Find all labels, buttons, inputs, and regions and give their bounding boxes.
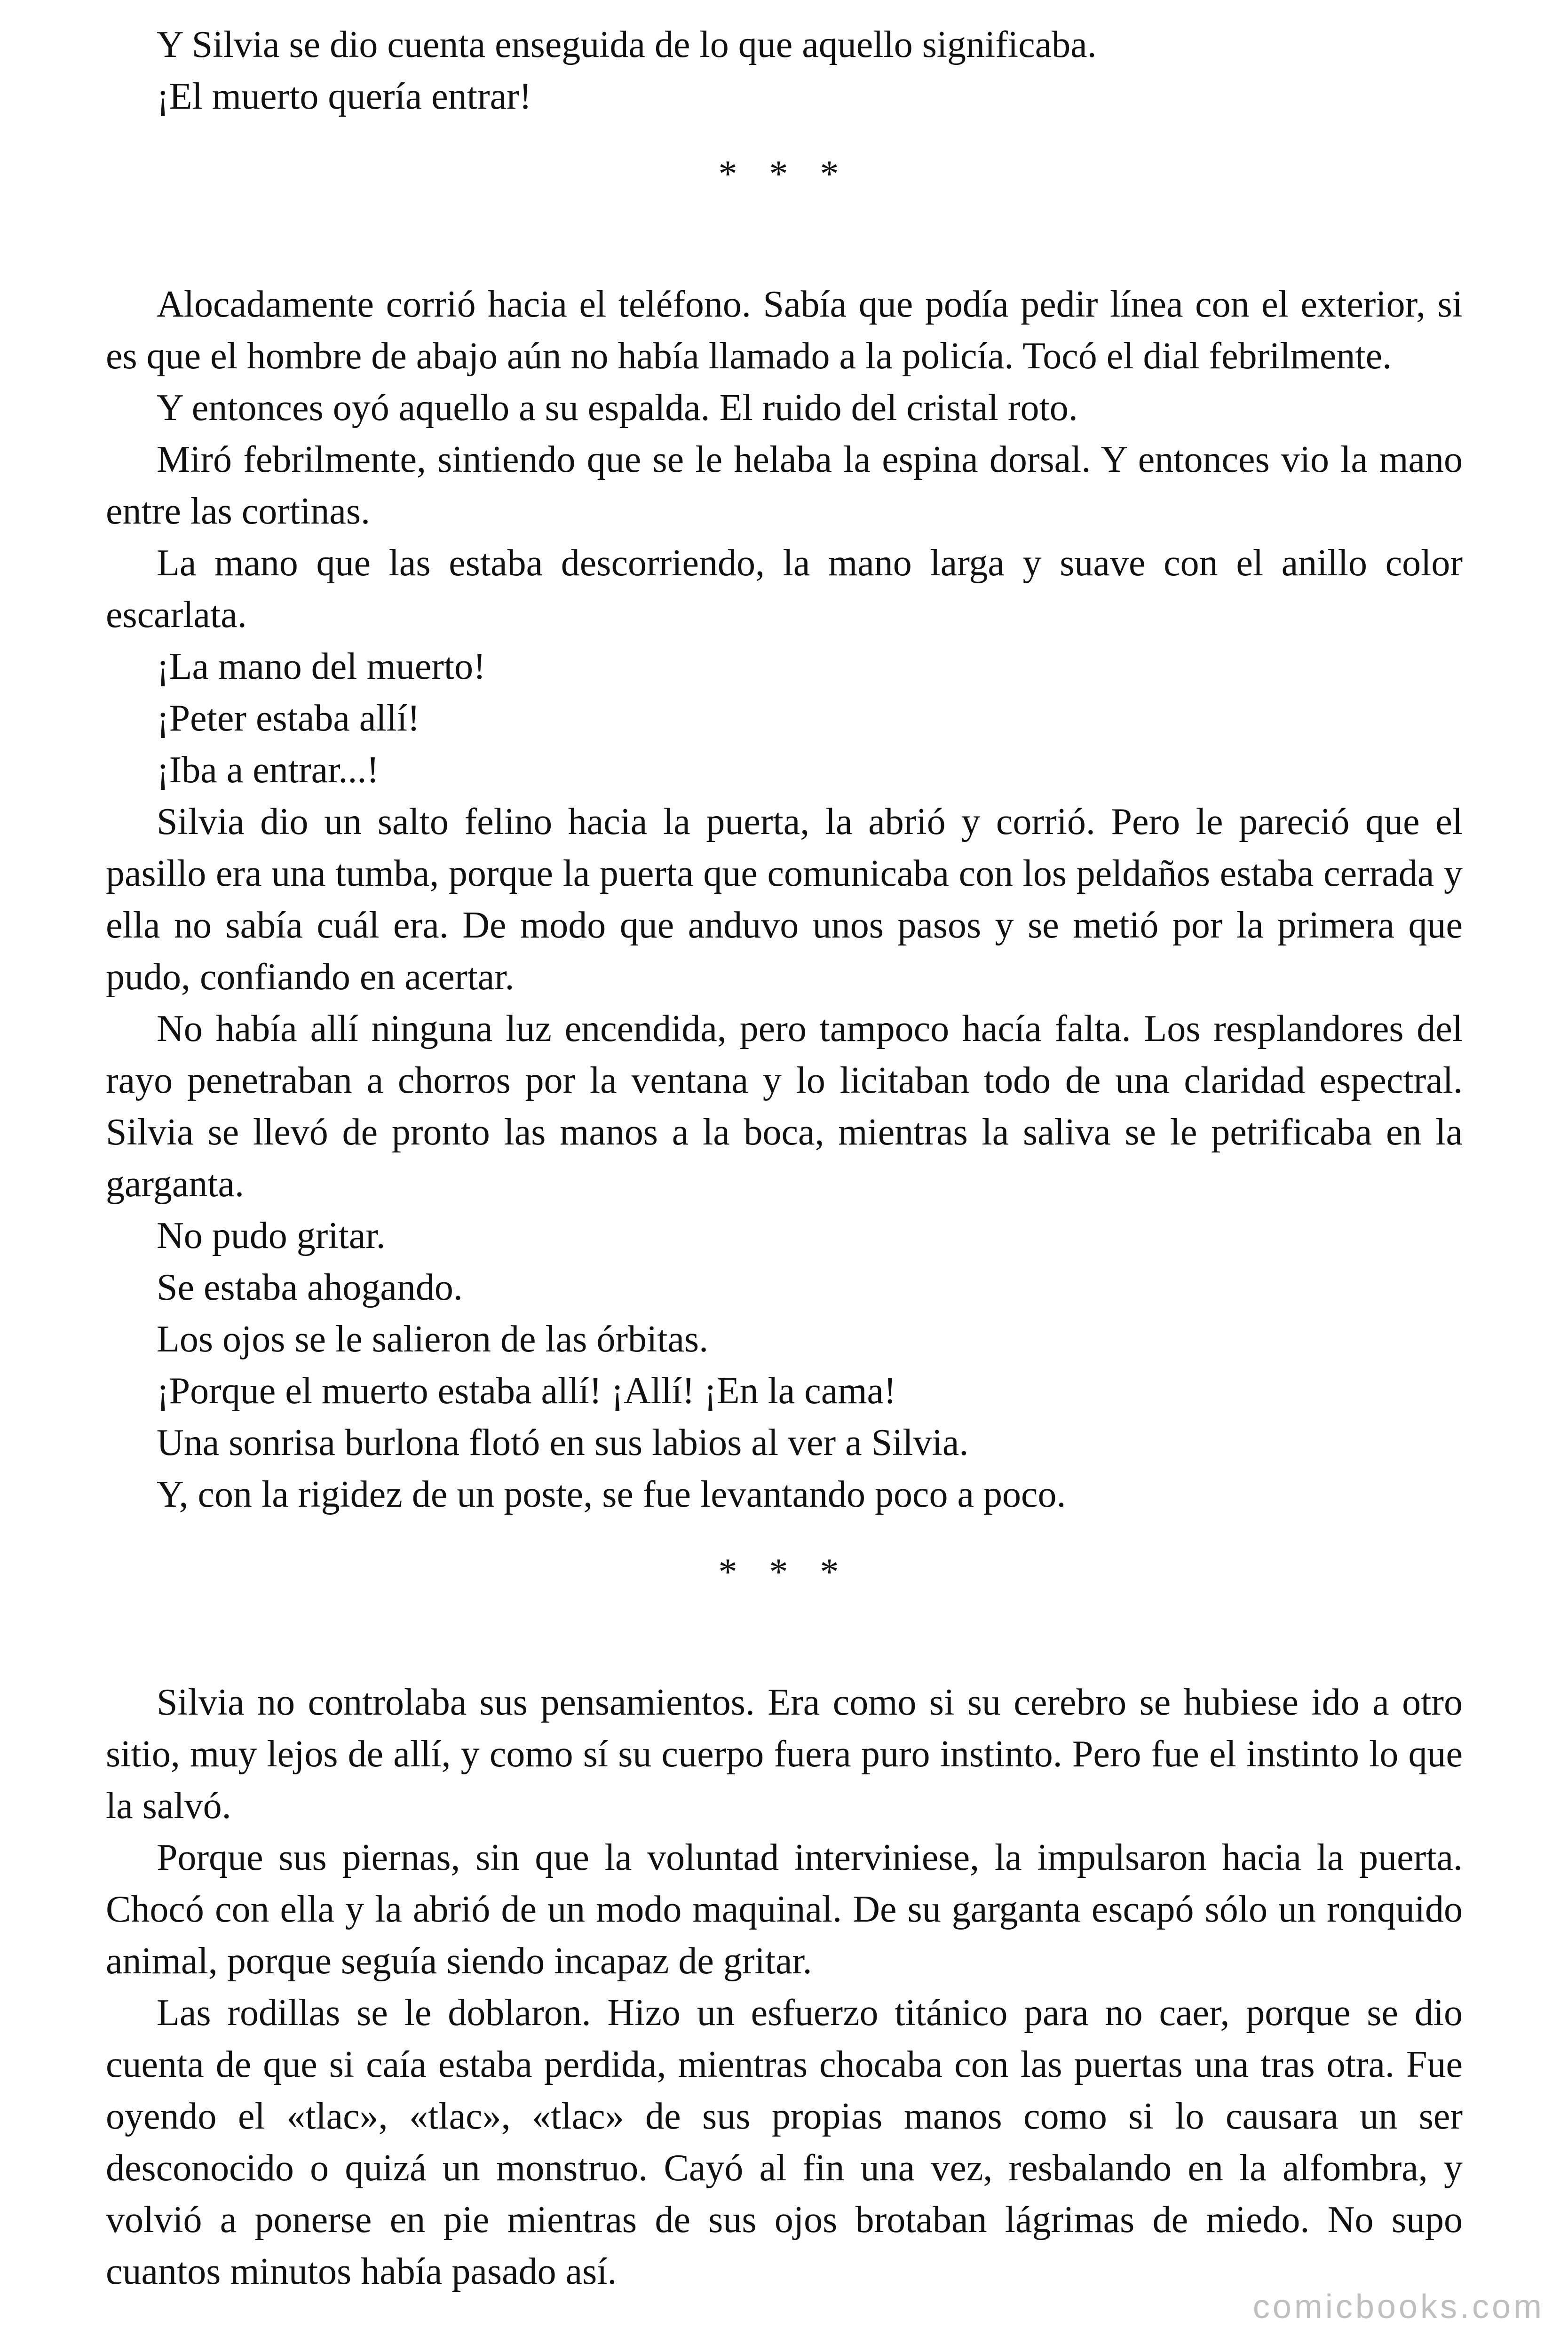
paragraph: Los ojos se le salieron de las órbitas.: [157, 1319, 709, 1360]
watermark: comicbooks.com: [1252, 2288, 1544, 2326]
book-page: [106, 19, 1463, 2297]
paragraph: ¡Porque el muerto estaba allí! ¡Allí! ¡En la cama!: [157, 1370, 896, 1412]
paragraph: Y entonces oyó aquello a su espalda. El ruido del cristal roto.: [157, 387, 1078, 429]
paragraph: Miró febrilmente, sintiendo que se le helaba la espina dorsal. Y entonces vio la mano entre las cortinas.: [106, 439, 1463, 532]
paragraph: Y, con la rigidez de un poste, se fue levantando poco a poco.: [157, 1474, 1066, 1515]
paragraph: Silvia no controlaba sus pensamientos. Era como si su cerebro se hubiese ido a otro sitio, muy lejos de allí, y como sí su cuerpo fuera puro instinto. Pero fue el instinto lo que la salvó.: [106, 1682, 1463, 1827]
paragraph: No había allí ninguna luz encendida, pero tampoco hacía falta. Los resplandores del rayo penetraban a chorros por la ventana y lo licitaban todo de una claridad espectral. Silvia se llevó de pronto las manos a la boca, mientras la saliva se le petrificaba en la garganta.: [106, 1008, 1463, 1205]
section-separator: * * *: [718, 1551, 850, 1593]
paragraph: No pudo gritar.: [157, 1215, 386, 1256]
paragraph: ¡La mano del muerto!: [157, 646, 486, 687]
paragraph: Y Silvia se dio cuenta enseguida de lo que aquello significaba.: [157, 24, 1097, 65]
paragraph: Una sonrisa burlona flotó en sus labios al ver a Silvia.: [157, 1422, 969, 1463]
paragraph: ¡El muerto quería entrar!: [157, 76, 532, 117]
paragraph: Se estaba ahogando.: [157, 1267, 463, 1308]
paragraph: ¡Iba a entrar...!: [157, 749, 380, 791]
paragraph: La mano que las estaba descorriendo, la mano larga y suave con el anillo color escarlata.: [106, 542, 1463, 636]
section-separator: * * *: [718, 153, 850, 195]
paragraph: Porque sus piernas, sin que la voluntad interviniese, la impulsaron hacia la puerta. Chocó con ella y la abrió de un modo maquinal. De su garganta escapó sólo un ronquido animal, porque seguía siendo incapaz de gritar.: [106, 1837, 1463, 1982]
paragraph: ¡Peter estaba allí!: [157, 698, 420, 739]
paragraph: Silvia dio un salto felino hacia la puerta, la abrió y corrió. Pero le pareció que el pasillo era una tumba, porque la puerta que comunicaba con los peldaños estaba cerrada y ella no sabía cuál era. De modo que anduvo unos pasos y se metió por la primera que pudo, confiando en acertar.: [106, 801, 1463, 998]
paragraph: Las rodillas se le doblaron. Hizo un esfuerzo titánico para no caer, porque se dio cuenta de que si caía estaba perdida, mientras chocaba con las puertas una tras otra. Fue oyendo el «tlac», «tlac», «tlac» de sus propias manos como si lo causara un ser desconocido o quizá un monstruo. Cayó al fin una vez, resbalando en la alfombra, y volvió a ponerse en pie mientras de sus ojos brotaban lágrimas de miedo. No supo cuantos minutos había pasado así.: [106, 1992, 1463, 2292]
paragraph: Alocadamente corrió hacia el teléfono. Sabía que podía pedir línea con el exterior, si es que el hombre de abajo aún no había llamado a la policía. Tocó el dial febrilmente.: [106, 284, 1463, 377]
